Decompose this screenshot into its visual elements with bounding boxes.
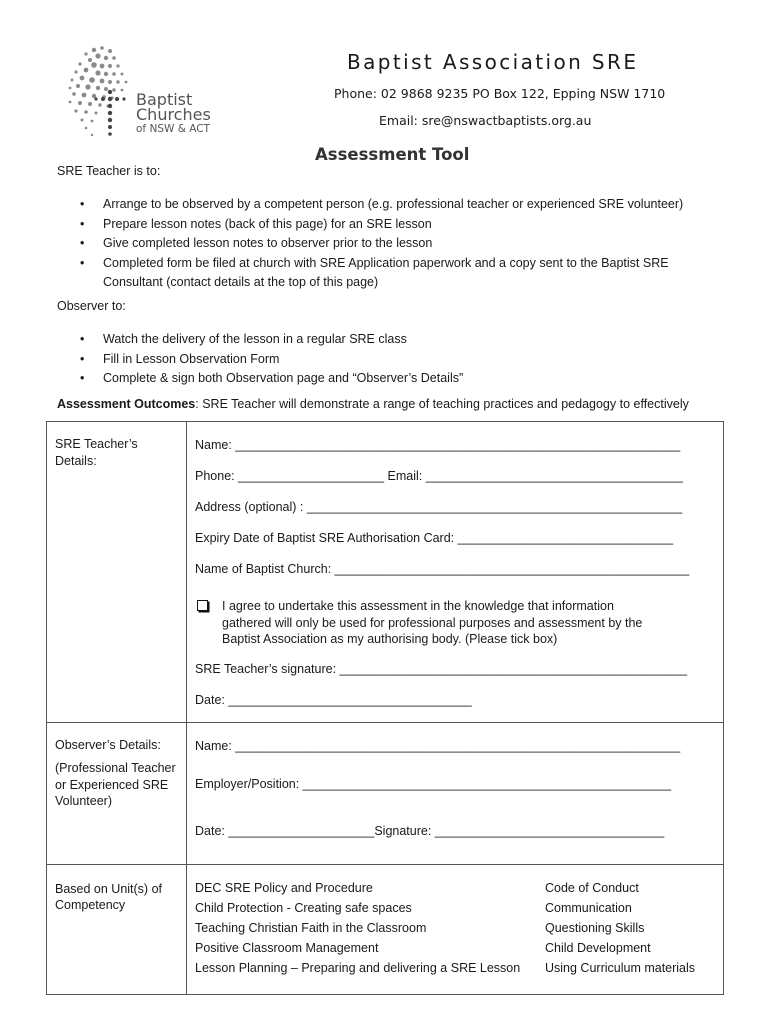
list-item: • Fill in Lesson Observation Form <box>57 350 747 370</box>
logo-wordmark <box>136 92 211 136</box>
observer-heading: Observer to: <box>57 299 126 313</box>
list-item: Code of Conduct <box>545 880 639 895</box>
email-line: Email: sre@nswactbaptists.org.au <box>379 113 592 128</box>
teacher-phone-email-field[interactable]: Phone: _____________________ Email: _____________________________________ <box>195 469 683 483</box>
teacher-name-field[interactable]: Name: ________________________________________________________________ <box>195 438 681 452</box>
list-item: Child Development <box>545 940 651 955</box>
competency-list <box>187 864 724 994</box>
assessment-outcomes <box>57 397 689 411</box>
teacher-task-list <box>57 195 747 273</box>
list-item: • Give completed lesson notes to observer prior to the lesson <box>57 234 747 254</box>
observer-details-label-cell <box>47 722 187 864</box>
competency-grid <box>195 878 715 978</box>
agreement-line: Baptist Association as my authorising body. (Please tick box) <box>222 632 558 646</box>
list-item: Positive Classroom Management <box>195 940 379 955</box>
list-item: Communication <box>545 900 632 915</box>
list-item: • Watch the delivery of the lesson in a regular SRE class <box>57 330 747 350</box>
list-item: Lesson Planning – Preparing and delivering a SRE Lesson <box>195 960 521 975</box>
agreement-block <box>195 598 715 648</box>
logo-line-region: of NSW & ACT <box>136 123 210 135</box>
observer-details-fields <box>187 722 724 864</box>
competency-label: Based on Unit(s) of Competency <box>47 864 187 994</box>
teacher-details-label: SRE Teacher’s Details: <box>47 422 187 723</box>
observer-name-field[interactable]: Name: ________________________________________________________________ <box>195 738 681 753</box>
list-item: DEC SRE Policy and Procedure <box>195 880 373 895</box>
teacher-signature-field[interactable]: SRE Teacher’s signature: __________________________________________________ <box>195 661 688 676</box>
observer-details-sublabel: (Professional Teacher or Experienced SRE Volunteer) <box>55 761 176 808</box>
dots-cross-logo-icon <box>64 44 136 142</box>
list-item: Questioning Skills <box>545 920 645 935</box>
teacher-details-fields <box>187 422 724 723</box>
competency-row <box>47 864 724 994</box>
teacher-details-row <box>47 422 724 723</box>
observer-details-label: Observer’s Details: <box>55 737 161 752</box>
list-item: • Completed form be filed at church with SRE Application paperwork and a copy sent to the Baptist SRE <box>57 254 747 274</box>
agreement-line: I agree to undertake this assessment in the knowledge that information <box>222 599 614 613</box>
org-title: Baptist Association SRE <box>347 50 639 74</box>
doc-title: Assessment Tool <box>315 145 470 164</box>
list-item: Teaching Christian Faith in the Classroom <box>195 920 427 935</box>
observer-employer-field[interactable]: Employer/Position: _____________________________________________________ <box>195 776 672 791</box>
teacher-address-field[interactable]: Address (optional) : ______________________________________________________ <box>195 500 683 514</box>
teacher-heading: SRE Teacher is to: <box>57 164 161 178</box>
teacher-expiry-field[interactable]: Expiry Date of Baptist SRE Authorisation Card: _______________________________ <box>195 531 674 545</box>
assessment-outcomes-text: : SRE Teacher will demonstrate a range of teaching practices and pedagogy to effectively <box>195 397 689 411</box>
agreement-line: gathered will only be used for professional purposes and assessment by the <box>222 615 643 630</box>
observer-date-signature-field[interactable]: Date: _____________________Signature: _________________________________ <box>195 823 665 838</box>
details-form-table <box>46 421 724 995</box>
teacher-date-field[interactable]: Date: ___________________________________ <box>195 692 472 707</box>
agreement-checkbox[interactable] <box>197 600 208 611</box>
list-item: • Arrange to be observed by a competent person (e.g. professional teacher or experienced SRE volunteer) <box>57 195 747 215</box>
teacher-church-field[interactable]: Name of Baptist Church: ___________________________________________________ <box>195 562 690 576</box>
list-item: Child Protection - Creating safe spaces <box>195 900 412 915</box>
observer-task-list <box>57 330 747 389</box>
list-item: Using Curriculum materials <box>545 960 696 975</box>
teacher-task-continuation: Consultant (contact details at the top of this page) <box>103 275 379 289</box>
list-item: • Complete & sign both Observation page and “Observer’s Details” <box>57 369 747 389</box>
observer-details-row <box>47 722 724 864</box>
assessment-outcomes-label: Assessment Outcomes <box>57 397 196 411</box>
list-item: • Prepare lesson notes (back of this page) for an SRE lesson <box>57 215 747 235</box>
logo-line-baptist: Baptist <box>136 90 193 109</box>
logo-line-churches: Churches <box>136 105 211 124</box>
phone-line: Phone: 02 9868 9235 PO Box 122, Epping NSW 1710 <box>334 86 666 101</box>
